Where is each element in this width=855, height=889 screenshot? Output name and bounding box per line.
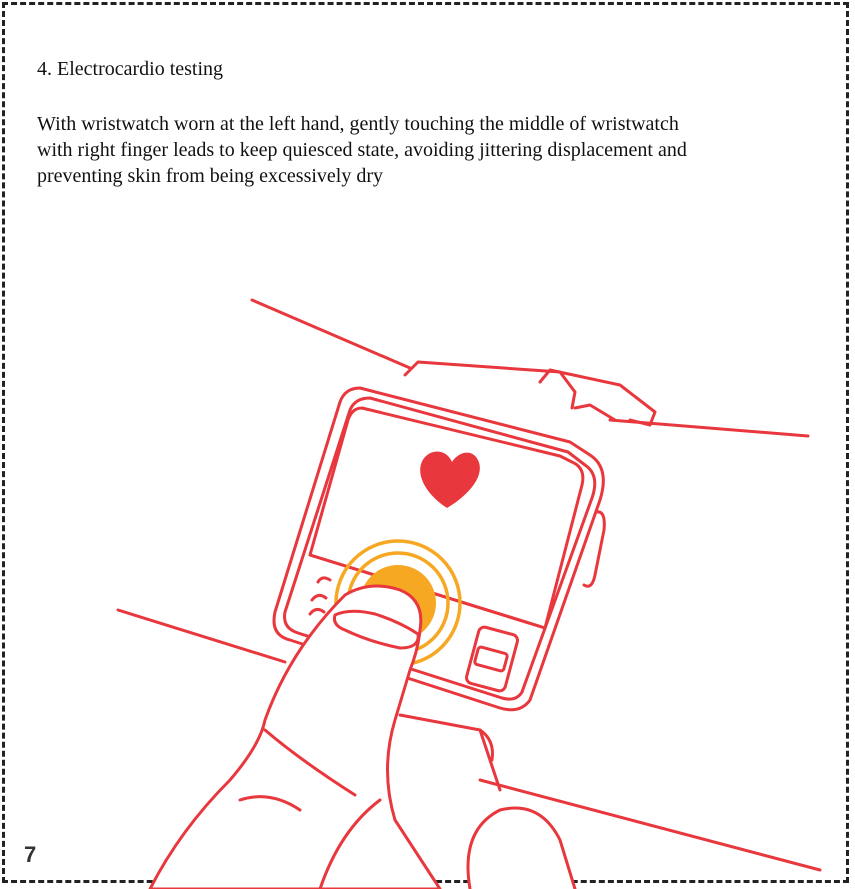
- section-heading: 4. Electrocardio testing: [37, 58, 224, 80]
- instruction-text: With wristwatch worn at the left hand, gently touching the middle of wristwatch with right finger leads to keep quiesced state, avoiding jittering displacement and preventing skin from being excessively dry: [37, 113, 687, 187]
- heart-icon: [420, 452, 480, 508]
- arm-line-top: [252, 300, 410, 368]
- page-number: 7: [24, 842, 37, 867]
- arm-line-left: [118, 610, 285, 662]
- finger-icon: [150, 586, 575, 889]
